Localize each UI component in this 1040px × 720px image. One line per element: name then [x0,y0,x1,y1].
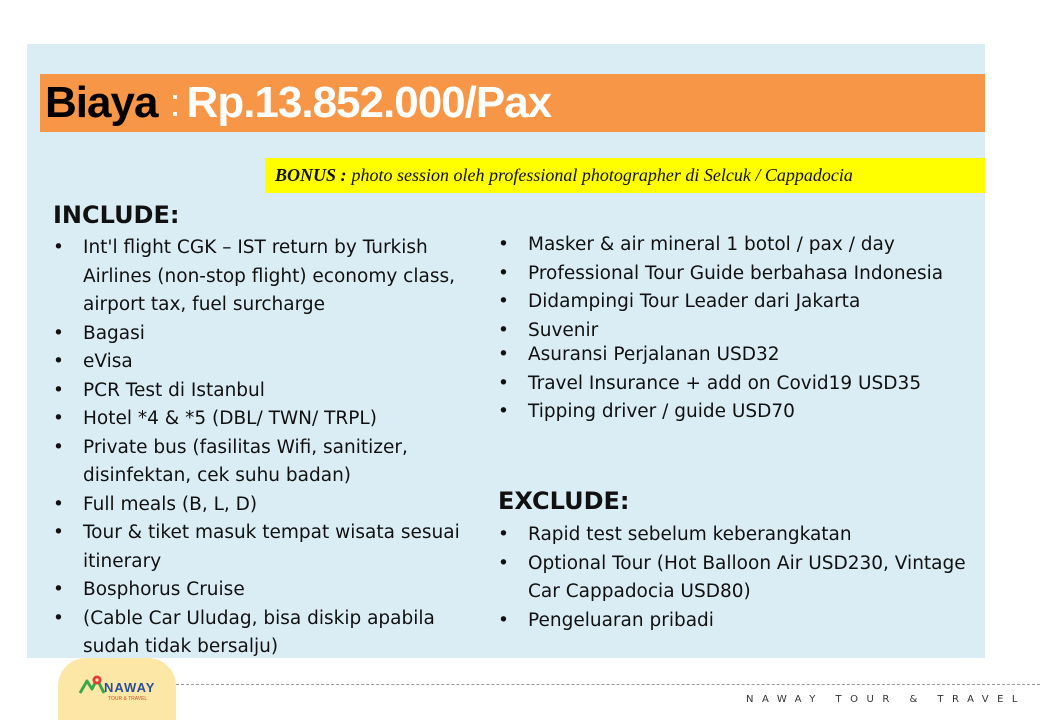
list-item: • Professional Tour Guide berbahasa Indonesia [498,260,988,289]
list-item: • Bagasi [53,320,483,349]
list-item: • Suvenir [498,317,988,346]
list-item: • Int'l flight CGK – IST return by Turkish Airlines (non-stop flight) economy class, airport tax, fuel surcharge [53,234,483,320]
include-list-right-2 [498,341,988,427]
list-item: • Masker & air mineral 1 botol / pax / day [498,231,988,260]
map-pin-icon [78,673,106,701]
list-item: • Rapid test sebelum keberangkatan [498,521,998,550]
list-item: • Hotel *4 & *5 (DBL/ TWN/ TRPL) [53,405,483,434]
list-item: • Pengeluaran pribadi [498,607,998,636]
list-item: • Travel Insurance + add on Covid19 USD35 [498,370,988,399]
price-amount: Rp.13.852.000/Pax [186,78,552,127]
list-item: • Tipping driver / guide USD70 [498,398,988,427]
logo-subtitle: TOUR & TRAVEL [108,696,148,702]
include-heading: INCLUDE: [53,201,180,229]
price-banner [40,74,985,132]
exclude-heading: EXCLUDE: [498,487,630,515]
price-label: Biaya [45,78,158,127]
list-item: • Optional Tour (Hot Balloon Air USD230, Vintage Car Cappadocia USD80) [498,550,998,607]
list-item: • Full meals (B, L, D) [53,491,483,520]
price-separator: : [169,80,181,125]
list-item: • PCR Test di Istanbul [53,377,483,406]
bonus-text: photo session oleh professional photographer di Selcuk / Cappadocia [351,165,853,185]
list-item: • Private bus (fasilitas Wifi, sanitizer, disinfektan, cek suhu badan) [53,434,483,491]
list-item: • (Cable Car Uludag, bisa diskip apabila sudah tidak bersalju) [53,605,483,662]
list-item: • Tour & tiket masuk tempat wisata sesuai itinerary [53,519,483,576]
list-item: • eVisa [53,348,483,377]
bonus-banner [265,158,985,193]
list-item: • Didampingi Tour Leader dari Jakarta [498,288,988,317]
exclude-list [498,521,998,635]
logo-name: NAWAY [104,680,156,695]
company-logo [58,658,176,720]
footer-divider [176,684,1040,685]
footer-company-name: NAWAY TOUR & TRAVEL [746,694,1026,705]
list-item: • Bosphorus Cruise [53,576,483,605]
bonus-label: BONUS : [275,165,347,185]
list-item: • Asuransi Perjalanan USD32 [498,341,988,370]
include-list-left [53,234,483,662]
include-list-right [498,231,988,345]
